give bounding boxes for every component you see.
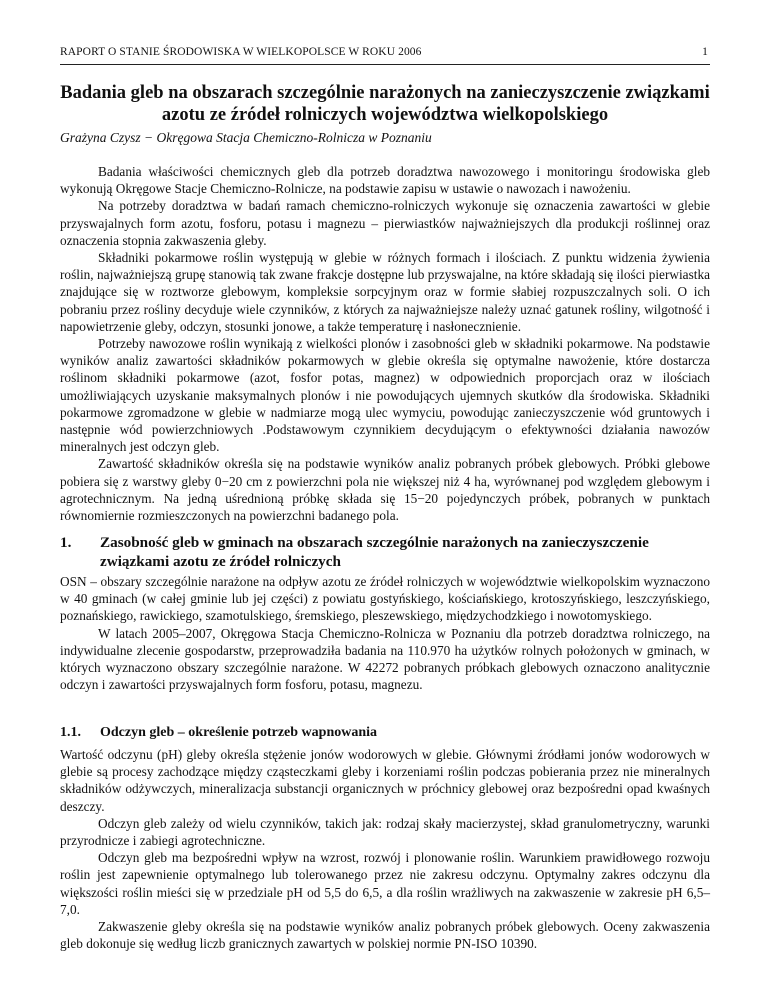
subsection-title: Odczyn gleb – określenie potrzeb wapnowania [100,725,378,740]
running-title: RAPORT O STANIE ŚRODOWISKA W WIELKOPOLSCE W ROKU 2006 [60,46,422,58]
header-divider [60,64,710,65]
subsection-number: 1.1. [60,725,81,740]
subsection-paragraph: Odczyn gleb zależy od wielu czynników, takich jak: rodzaj skały macierzystej, skład granulometryczny, warunki przyrodnicze i zabiegi agrotechniczne. [60,815,710,849]
intro-paragraph: Składniki pokarmowe roślin występują w glebie w różnych formach i ilościach. Z punktu widzenia żywienia roślin, najważniejszą grupę stanowią tak zwane frakcje dostępne lub przyswajalne, na które składają się ilości pierwiastka znajdujące się w roztworze glebowym, kompleksie sorpcyjnym oraz w formie słabiej rozpuszczalnych soli. O ich pobraniu przez rośliny decyduje wiele czynników, z których za najważniejsze należy uznać gatunek rośliny, wilgotność i napowietrzenie gleby, odczyn, stosunki jonowe, a także temperaturę i nasłonecznienie. [60,250,710,334]
section-title: Zasobność gleb w gminach na obszarach szczególnie narażonych na zanieczyszczenie związkami azotu ze źródeł rolniczych [100,534,649,570]
subsection-paragraph: Wartość odczynu (pH) gleby określa stężenie jonów wodorowych w glebie. Głównymi źródłami jonów wodorowych w glebie są procesy zachodzące między cząsteczkami gleby i korzeniami roślin podczas pobierania przez nie mineralnych składników odżywczych, mineralizacja substancji organicznych w próchnicy glebowej oraz bezpośredni opad kwaśnych deszczy. [60,747,710,814]
article-title: Badania gleb na obszarach szczególnie narażonych na zanieczyszczenie związkami azotu ze źródeł rolniczych województwa wielkopolskiego [60,83,710,125]
subsection-1-1-body [60,746,710,952]
section-paragraph: W latach 2005–2007, Okręgowa Stacja Chemiczno-Rolnicza w Poznaniu dla potrzeb doradztwa rolniczego, na indywidualne zlecenie gospodarstw, przeprowadziła badania na 110.970 ha użytków rolnych położonych w gminach, w których wyznaczono obszary szczególnie narażone. W 42272 pobranych próbkach glebowych oznaczono analitycznie odczyn i zawartości przyswajalnych form fosforu, potasu, magnezu. [60,625,710,693]
intro-section [60,163,710,524]
subsection-paragraph: Odczyn gleb ma bezpośredni wpływ na wzrost, rozwój i plonowanie roślin. Warunkiem prawidłowego rozwoju roślin jest zapewnienie optymalnego lub tolerowanego przez nie zakresu odczynu. Optymalny zakres odczynu dla większości roślin mieści się w przedziale pH od 5,5 do 6,5, a dla roślin wrażliwych na zakwaszenie w zakresie pH 6,5–7,0. [60,850,710,917]
section-paragraph: OSN – obszary szczególnie narażone na odpływ azotu ze źródeł rolniczych w województwie wielkopolskim wyznaczono w 40 gminach (w całej gminie lub jej części) z powiatu gostyńskiego, kościańskiego, krotoszyńskiego, leszczyńskiego, poznańskiego, rawickiego, szamotulskiego, śremskiego, pleszewskiego, międzychodzkiego i nowotomyskiego. [60,574,710,624]
intro-paragraph: Potrzeby nawozowe roślin wynikają z wielkości plonów i zasobności gleb w składniki pokarmowe. Na podstawie wyników analiz zawartości składników pokarmowych w glebie określa się optymalne nawożenie, które dostarcza roślinom składniki pokarmowe (azot, fosfor potas, magnez) w odpowiednich proporcjach oraz w ilościach umożliwiających uzyskanie maksymalnych plonów i nie powodujących ujemnych skutków dla środowiska. Składniki pokarmowe zgromadzone w glebie w nadmiarze mogą ulec wymyciu, powodując zanieczyszczenie wód gruntowych i następnie wód powierzchniowych .Podstawowym czynnikiem decydującym o efektywności działania nawozów mineralnych jest odczyn gleb. [60,336,710,455]
subsection-heading [60,724,710,742]
page-number: 1 [702,46,708,58]
article-author: Grażyna Czysz − Okręgowa Stacja Chemiczno-Rolnicza w Poznaniu [60,130,432,145]
section-1-body [60,573,710,693]
intro-paragraph: Badania właściwości chemicznych gleb dla potrzeb doradztwa nawozowego i monitoringu środowiska gleb wykonują Okręgowe Stacje Chemiczno-Rolnicze, na podstawie zapisu w ustawie o nawozach i nawożeniu. [60,164,710,197]
intro-paragraph: Na potrzeby doradztwa w badań ramach chemiczno-rolniczych wykonuje się oznaczenia zawartości w glebie przyswajalnych form azotu, fosforu, potasu i magnezu – pierwiastków najważniejszych dla produkcji roślinnej oraz oznaczenia stopnia zakwaszenia gleby. [60,198,710,248]
section-heading [60,533,710,571]
section-number: 1. [60,534,72,551]
intro-paragraph: Zawartość składników określa się na podstawie wyników analiz pobranych próbek glebowych. Próbki glebowe pobiera się z warstwy gleby 0−20 cm z powierzchni pola nie większej niż 4 ha, wyrównanej pod względem glebowym i agrotechnicznym. Na jedną uśrednioną próbkę składa się 15−20 pojedynczych próbek, pobranych w punktach równomiernie rozmieszczonych na powierzchni badanego pola. [60,456,710,524]
subsection-paragraph: Zakwaszenie gleby określa się na podstawie wyników analiz pobranych próbek glebowych. Oceny zakwaszenia gleb dokonuje się według liczb granicznych zawartych w polskiej normie PN-ISO 10390. [60,919,710,952]
